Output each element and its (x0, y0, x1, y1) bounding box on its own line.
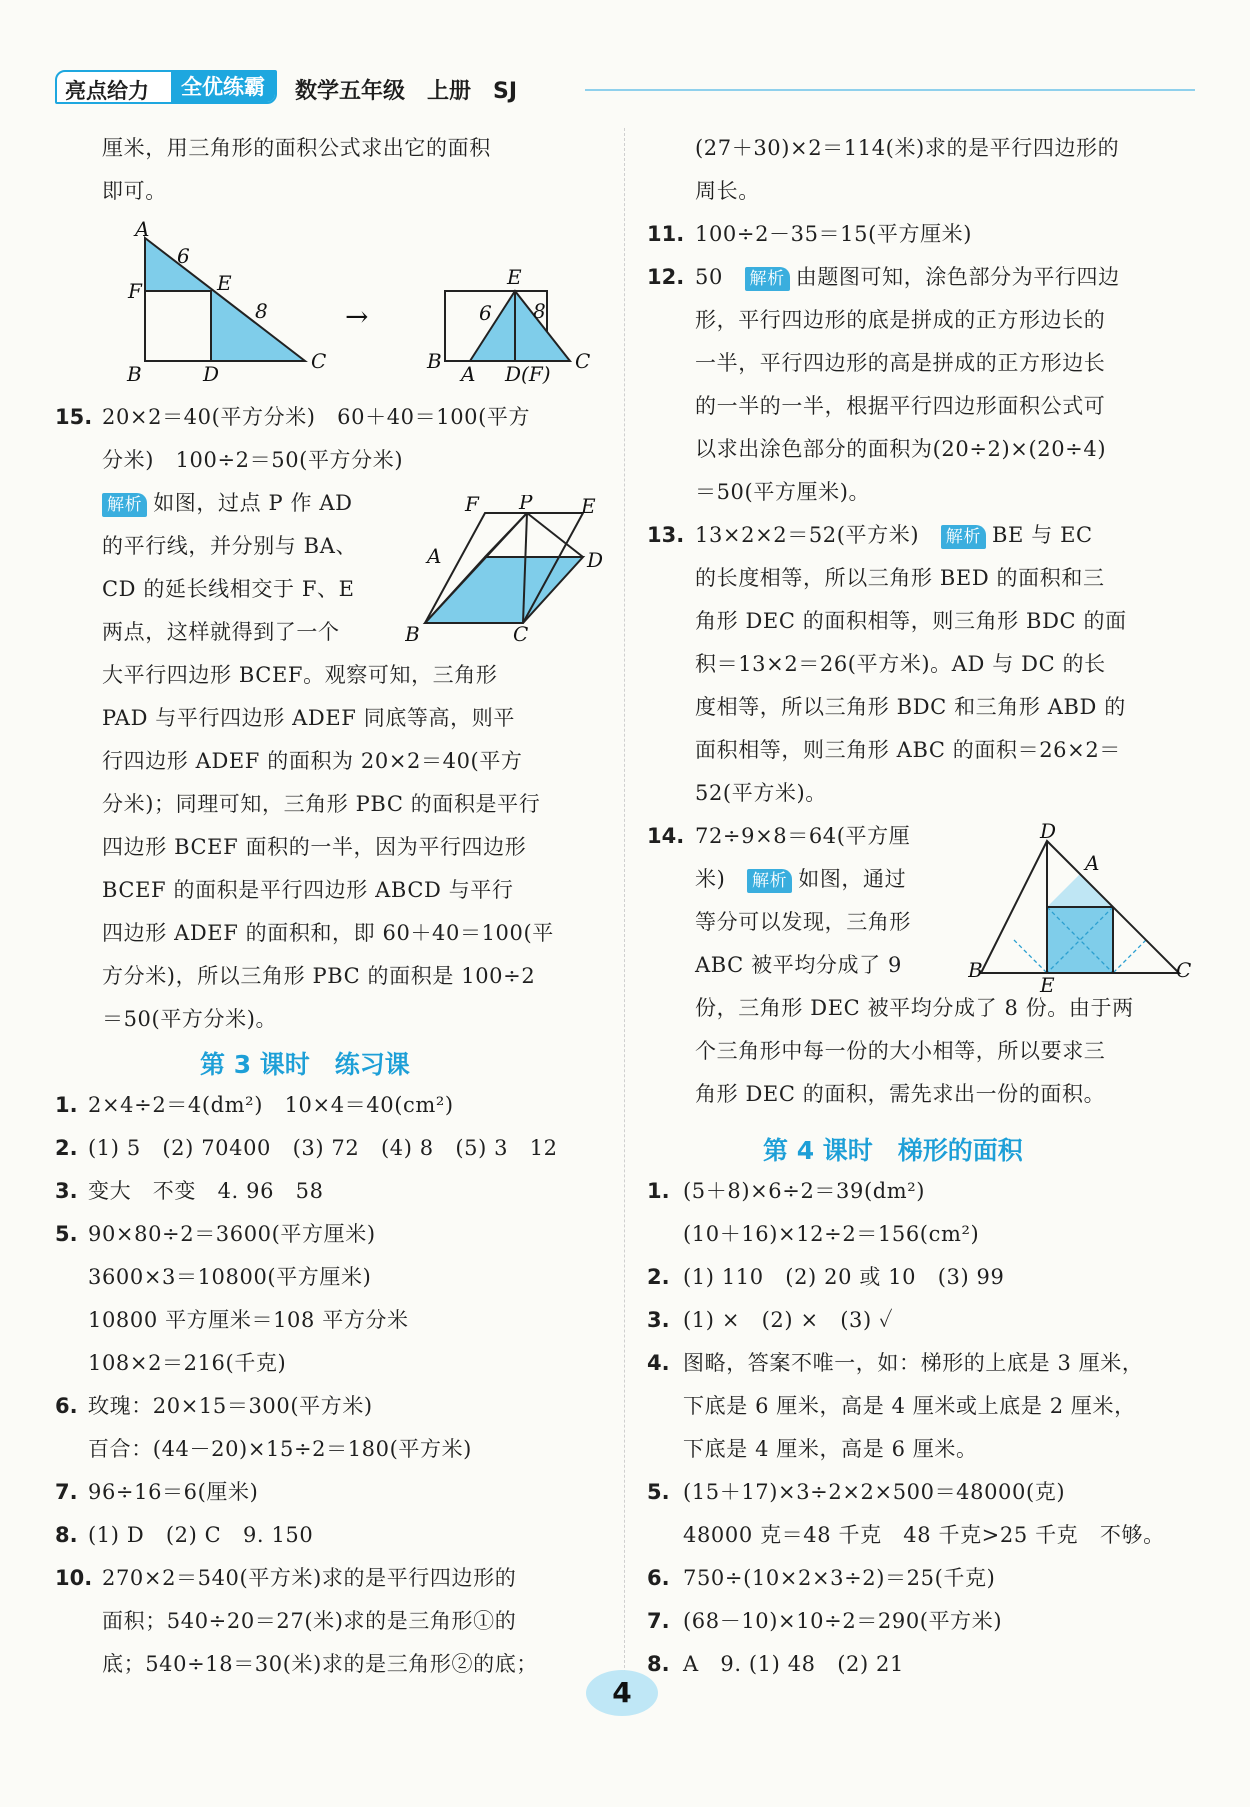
answer-line: (1) D (2) C 9. 150 (88, 1523, 314, 1547)
text-line: 分米)；同理可知，三角形 PBC 的面积是平行 (102, 792, 541, 816)
figure-triangle-rearrange (115, 218, 595, 388)
answer-line: 96÷16＝6(厘米) (88, 1480, 259, 1504)
question-number: 8. (55, 1523, 78, 1547)
label-b: B (968, 958, 983, 982)
label-e2: E (507, 265, 522, 289)
answer-value: 13×2×2＝52(平方米) (695, 523, 920, 547)
text-line: 形，平行四边形的底是拼成的正方形边长的 (695, 308, 1106, 332)
label-c: C (311, 349, 327, 373)
text-line: 米) (695, 867, 726, 891)
label-f: F (128, 279, 142, 303)
text-line: 周长。 (695, 179, 760, 203)
question-number: 2. (55, 1136, 78, 1160)
label-6b: 6 (479, 301, 492, 325)
square-piece (145, 291, 211, 361)
text-line: PAD 与平行四边形 ADEF 同底等高，则平 (102, 706, 515, 730)
top-triangle (1047, 874, 1113, 907)
figure-parallelogram (405, 495, 610, 645)
question-number: 1. (55, 1093, 78, 1117)
answer-line: 下底是 4 厘米，高是 6 厘米。 (683, 1437, 978, 1461)
question-number: 15. (55, 405, 93, 429)
text-line: 大平行四边形 BCEF。观察可知，三角形 (102, 663, 498, 687)
answer-value: 50 (695, 265, 723, 289)
text-line: 等分可以发现，三角形 (695, 910, 911, 934)
text-line: 52(平方米)。 (695, 781, 827, 805)
text-line: 的平行线，并分别与 BA、 (102, 534, 358, 558)
question-number: 13. (647, 523, 685, 547)
label-8b: 8 (533, 299, 546, 323)
text-line: 的长度相等，所以三角形 BED 的面积和三 (695, 566, 1105, 590)
answer-line: 底；540÷18＝30(米)求的是三角形②的底； (102, 1652, 538, 1676)
question-number: 2. (647, 1265, 670, 1289)
text-line: 积＝13×2＝26(平方米)。AD 与 DC 的长 (695, 652, 1106, 676)
label-8: 8 (255, 299, 268, 323)
answer-line: 下底是 6 厘米，高是 4 厘米或上底是 2 厘米， (683, 1394, 1136, 1418)
question-number: 12. (647, 265, 685, 289)
line-pd (527, 513, 583, 557)
question-number: 11. (647, 222, 685, 246)
answer-line: (15＋17)×3÷2×2×500＝48000(克) (683, 1480, 1066, 1504)
text-line: 角形 DEC 的面积相等，则三角形 BDC 的面 (695, 609, 1127, 633)
answer-line: 玫瑰：20×15＝300(平方米) (88, 1394, 373, 1418)
text-line: 行四边形 ADEF 的面积为 20×2＝40(平方 (102, 749, 523, 773)
line-pa (485, 513, 527, 557)
text-line: 一半，平行四边形的高是拼成的正方形边长 (695, 351, 1106, 375)
label-e: E (581, 495, 596, 518)
question-number: 6. (647, 1566, 670, 1590)
question-number: 10. (55, 1566, 93, 1590)
dash-left (1014, 940, 1047, 973)
analysis-tag: 解析 (102, 493, 147, 517)
header-rule (585, 89, 1195, 91)
answer-line: A 9. (1) 48 (2) 21 (683, 1652, 904, 1676)
label-df: D(F) (505, 362, 551, 386)
text-line: 角形 DEC 的面积，需先求出一份的面积。 (695, 1082, 1106, 1106)
label-a: A (135, 218, 150, 241)
answer-line: 108×2＝216(千克) (88, 1351, 287, 1375)
brand-series: 全优练霸 (171, 72, 275, 102)
label-f: F (465, 495, 479, 516)
question-number: 5. (55, 1222, 78, 1246)
analysis-tag: 解析 (941, 525, 986, 549)
text-line: ABC 被平均分成了 9 (695, 953, 902, 977)
label-e: E (217, 271, 232, 295)
answer-line: 750÷(10×2×3÷2)＝25(千克) (683, 1566, 996, 1590)
text-line: 如图，过点 P 作 AD (153, 491, 353, 515)
text-line: ＝50(平方厘米)。 (695, 480, 871, 504)
answer-line: 2×4÷2＝4(dm²) 10×4＝40(cm²) (88, 1093, 454, 1117)
section-title-lesson3: 第 3 课时 练习课 (200, 1050, 410, 1079)
text-line: 四边形 ADEF 的面积和，即 60＋40＝100(平 (102, 921, 554, 945)
label-e: E (1040, 973, 1055, 995)
answer-line: 100÷2－35＝15(平方厘米) (695, 222, 973, 246)
answer-line: 图略，答案不唯一，如：梯形的上底是 3 厘米， (683, 1351, 1144, 1375)
text-line: BE 与 EC (991, 523, 1093, 547)
label-d: D (203, 362, 220, 386)
page-number: 4 (586, 1670, 658, 1716)
text-line: (27＋30)×2＝114(米)求的是平行四边形的 (695, 136, 1120, 160)
column-divider (624, 128, 625, 1688)
answer-line: (68－10)×10÷2＝290(平方米) (683, 1609, 1003, 1633)
label-c: C (513, 622, 529, 645)
parallelogram-abcd (425, 557, 583, 623)
book-title: 数学五年级 上册 SJ (295, 79, 518, 104)
label-b: B (405, 622, 420, 645)
label-b: B (127, 362, 142, 386)
text-line: 由题图可知，涂色部分为平行四边 (795, 265, 1120, 289)
label-d: D (587, 548, 604, 572)
text-line: ＝50(平方分米)。 (102, 1007, 278, 1031)
text-line: 四边形 BCEF 面积的一半，因为平行四边形 (102, 835, 527, 859)
label-p: P (519, 495, 533, 514)
analysis-tag: 解析 (747, 869, 792, 893)
question-number: 8. (647, 1652, 670, 1676)
page-header (55, 70, 1195, 108)
dash-right (1113, 940, 1146, 973)
text-line: BCEF 的面积是平行四边形 ABCD 与平行 (102, 878, 514, 902)
text-line: 如图，通过 (798, 867, 907, 891)
text-line: 的一半的一半，根据平行四边形面积公式可 (695, 394, 1106, 418)
text-line: 以求出涂色部分的面积为(20÷2)×(20÷4) (695, 437, 1107, 461)
question-number: 5. (647, 1480, 670, 1504)
question-number: 3. (647, 1308, 670, 1332)
label-a2: A (461, 362, 476, 386)
answer-line: 百合：(44－20)×15÷2＝180(平方米) (88, 1437, 472, 1461)
question-number: 7. (647, 1609, 670, 1633)
question-number: 6. (55, 1394, 78, 1418)
answer-line: 270×2＝540(平方米)求的是平行四边形的 (102, 1566, 517, 1590)
analysis-tag: 解析 (745, 267, 790, 291)
label-c: C (1176, 958, 1192, 982)
text-line: 分米) 100÷2＝50(平方分米) (102, 448, 404, 472)
text-line: 度相等，所以三角形 BDC 和三角形 ABD 的 (695, 695, 1126, 719)
answer-line: (1) × (2) × (3) ✓ (683, 1308, 894, 1332)
text-line: 两点，这样就得到了一个 (102, 620, 340, 644)
text-line: 20×2＝40(平方分米) 60＋40＝100(平方 (102, 405, 531, 429)
text-line: 方分米)，所以三角形 PBC 的面积是 100÷2 (102, 964, 536, 988)
arrow-icon: → (345, 300, 369, 333)
text-line: CD 的延长线相交于 F、E (102, 577, 355, 601)
text-line: 即可。 (102, 179, 167, 203)
question-number: 1. (647, 1179, 670, 1203)
figure-triangle-subdivided (968, 820, 1193, 995)
question-number: 4. (647, 1351, 670, 1375)
answer-line: (5＋8)×6÷2＝39(dm²) (683, 1179, 926, 1203)
label-b2: B (427, 349, 442, 373)
answer-line: (1) 5 (2) 70400 (3) 72 (4) 8 (5) 3 12 (88, 1136, 558, 1160)
section-title-lesson4: 第 4 课时 梯形的面积 (763, 1136, 1023, 1165)
answer-line: 90×80÷2＝3600(平方厘米) (88, 1222, 376, 1246)
label-c2: C (575, 349, 591, 373)
question-number: 3. (55, 1179, 78, 1203)
question-number: 7. (55, 1480, 78, 1504)
answer-line: 变大 不变 4. 96 58 (88, 1179, 324, 1203)
label-a: A (1085, 851, 1100, 875)
question-number: 14. (647, 824, 685, 848)
label-6: 6 (177, 244, 190, 268)
answer-line: 3600×3＝10800(平方厘米) (88, 1265, 372, 1289)
answer-line: 面积；540÷20＝27(米)求的是三角形①的 (102, 1609, 517, 1633)
answer-line: (10＋16)×12÷2＝156(cm²) (683, 1222, 980, 1246)
label-a: A (427, 544, 442, 568)
label-d: D (1040, 820, 1057, 843)
text-line: 厘米，用三角形的面积公式求出它的面积 (102, 136, 491, 160)
brand-logo (55, 70, 277, 104)
answer-line: 48000 克＝48 千克 48 千克>25 千克 不够。 (683, 1523, 1165, 1547)
text-line: 个三角形中每一份的大小相等，所以要求三 (695, 1039, 1106, 1063)
text-line: 份，三角形 DEC 被平均分成了 8 份。由于两 (695, 996, 1134, 1020)
text-line: 面积相等，则三角形 ABC 的面积＝26×2＝ (695, 738, 1121, 762)
answer-line: (1) 110 (2) 20 或 10 (3) 99 (683, 1265, 1005, 1289)
text-line: 72÷9×8＝64(平方厘 (695, 824, 911, 848)
answer-line: 10800 平方厘米＝108 平方分米 (88, 1308, 409, 1332)
brand-name: 亮点给力 (65, 79, 149, 103)
